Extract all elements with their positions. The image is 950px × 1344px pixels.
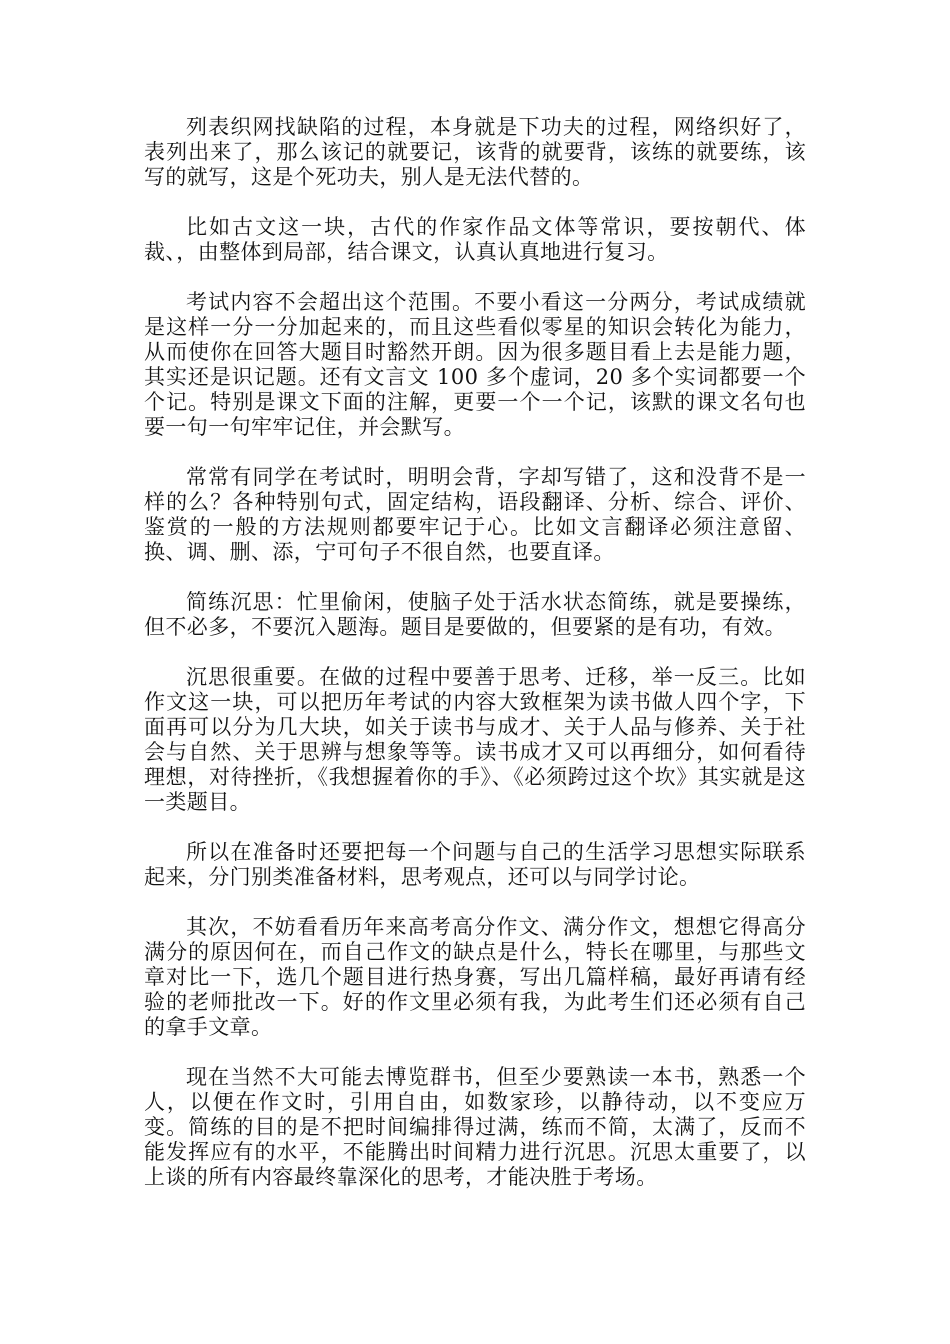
paragraph: 沉思很重要。在做的过程中要善于思考、迁移，举一反三。比如作文这一块，可以把历年考试的内容大致框架为读书做人四个字，下面再可以分为几大块，如关于读书与成才、关于人品与修养、关于社会与自然、关于思辨与想象等等。读书成才又可以再细分，如何看待理想，对待挫折，《我想握着你的手》、《必须跨过这个坎》其实就是这一类题目。 [144, 665, 806, 814]
paragraph: 其次，不妨看看历年来高考高分作文、满分作文，想想它得高分满分的原因何在，而自己作文的缺点是什么，特长在哪里，与那些文章对比一下，选几个题目进行热身赛，写出几篇样稿，最好再请有经验的老师批改一下。好的作文里必须有我，为此考生们还必须有自己的拿手文章。 [144, 915, 806, 1039]
paragraph: 比如古文这一块，古代的作家作品文体等常识，要按朝代、体裁、，由整体到局部，结合课文，认真认真地进行复习。 [144, 215, 806, 264]
paragraph: 常常有同学在考试时，明明会背，字却写错了，这和没背不是一样的么？各种特别句式，固定结构，语段翻译、分析、综合、评价、鉴赏的一般的方法规则都要牢记于心。比如文言翻译必须注意留、换、调、删、添，宁可句子不很自然，也要直译。 [144, 465, 806, 564]
paragraph: 列表织网找缺陷的过程，本身就是下功夫的过程，网络织好了，表列出来了，那么该记的就要记，该背的就要背，该练的就要练，该写的就写，这是个死功夫，别人是无法代替的。 [144, 115, 806, 189]
paragraph: 简练沉思：忙里偷闲，使脑子处于活水状态简练，就是要操练，但不必多，不要沉入题海。题目是要做的，但要紧的是有功，有效。 [144, 590, 806, 639]
paragraph: 现在当然不大可能去博览群书，但至少要熟读一本书，熟悉一个人，以便在作文时，引用自由，如数家珍，以静待动，以不变应万变。简练的目的是不把时间编排得过满，练而不简，太满了，反而不能发挥应有的水平，不能腾出时间精力进行沉思。沉思太重要了，以上谈的所有内容最终靠深化的思考，才能决胜于考场。 [144, 1065, 806, 1189]
paragraph: 所以在准备时还要把每一个问题与自己的生活学习思想实际联系起来，分门别类准备材料，思考观点，还可以与同学讨论。 [144, 840, 806, 889]
paragraph: 考试内容不会超出这个范围。不要小看这一分两分，考试成绩就是这样一分一分加起来的，而且这些看似零星的知识会转化为能力，从而使你在回答大题目时豁然开朗。因为很多题目看上去是能力题，其实还是识记题。还有文言文 100 多个虚词，20 多个实词都要一个个记。特别是课文下面的注解，更要一个一个记，该默的课文名句也要一句一句牢牢记住，并会默写。 [144, 290, 806, 439]
document-body [144, 115, 806, 1215]
